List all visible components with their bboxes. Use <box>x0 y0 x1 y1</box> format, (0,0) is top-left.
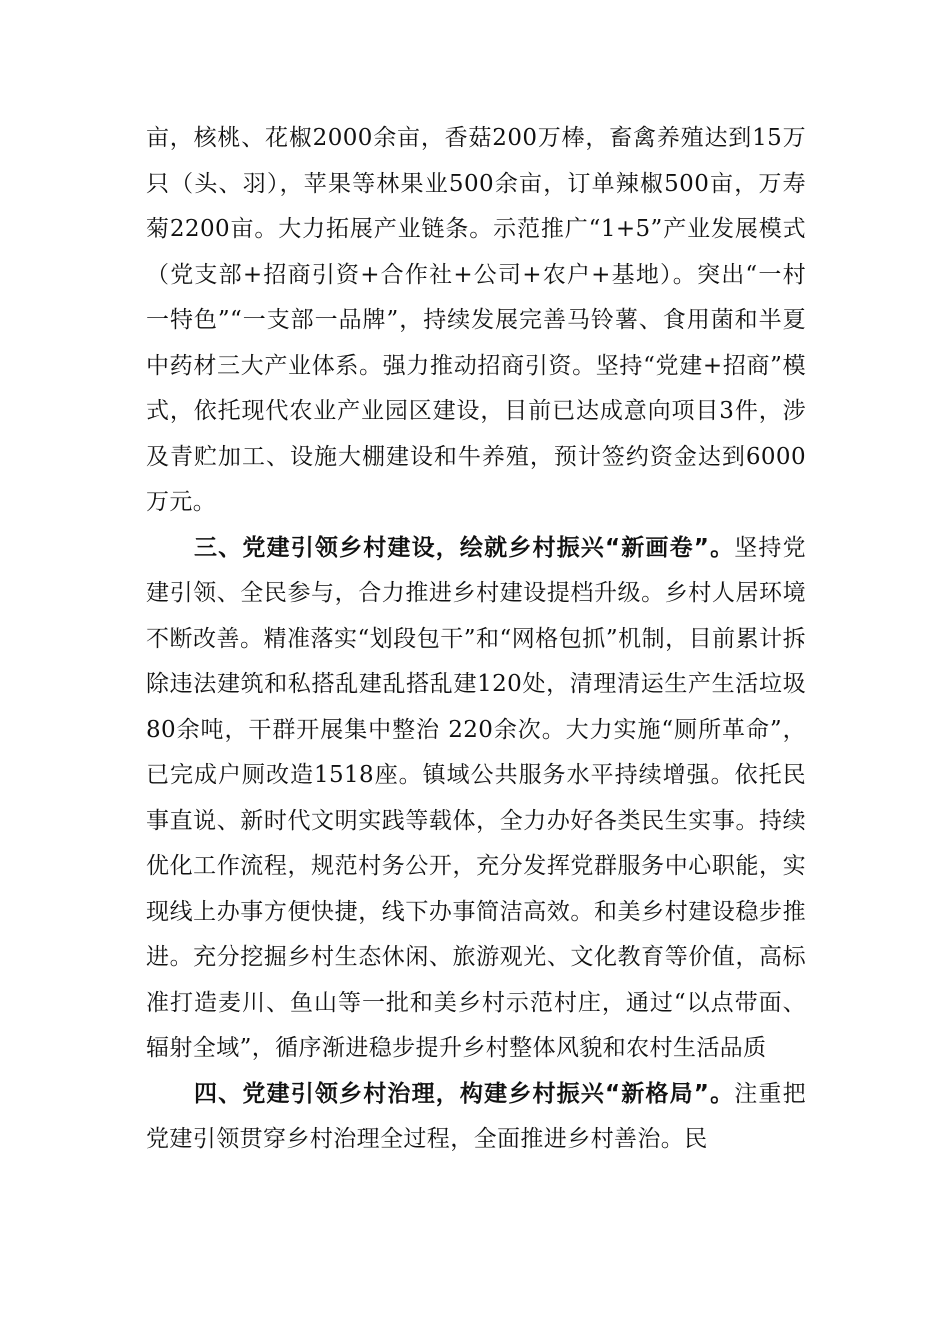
paragraph-rural-construction <box>146 526 806 1072</box>
paragraph-industry <box>146 116 806 526</box>
document-body <box>146 116 806 1163</box>
paragraph-rural-governance <box>146 1072 806 1163</box>
paragraph-text: 注重把党建引领贯穿乡村治理全过程，全面推进乡村善治。民 <box>146 1080 806 1152</box>
section-heading-three: 三、党建引领乡村建设，绘就乡村振兴“新画卷”。 <box>194 534 735 561</box>
paragraph-text: 亩，核桃、花椒2000余亩，香菇200万棒，畜禽养殖达到15万只（头、羽），苹果等林果业500余亩，订单辣椒500亩，万寿菊2200亩。大力拓展产业链条。示范推广“1+5”产业发展模式（党支部+招商引资+合作社+公司+农户+基地）。突出“一村一特色”“一支部一品牌”，持续发展完善马铃薯、食用菌和半夏中药材三大产业体系。强力推动招商引资。坚持“党建+招商”模式，依托现代农业产业园区建设，目前已达成意向项目3件，涉及青贮加工、设施大棚建设和牛养殖，预计签约资金达到6000万元。 <box>146 125 806 515</box>
section-heading-four: 四、党建引领乡村治理，构建乡村振兴“新格局”。 <box>194 1080 735 1107</box>
paragraph-text: 坚持党建引领、全民参与，合力推进乡村建设提档升级。乡村人居环境不断改善。精准落实“划段包干”和“网格包抓”机制，目前累计拆除违法建筑和私搭乱建乱搭乱建120处，清理清运生产生活垃圾80余吨，干群开展集中整治 220余次。大力实施“厕所革命”，已完成户厕改造1518座。镇域公共服务水平持续增强。依托民事直说、新时代文明实践等载体，全力办好各类民生实事。持续优化工作流程，规范村务公开，充分发挥党群服务中心职能，实现线上办事方便快捷，线下办事简洁高效。和美乡村建设稳步推进。充分挖掘乡村生态休闲、旅游观光、文化教育等价值，高标准打造麦川、鱼山等一批和美乡村示范村庄，通过“以点带面、辐射全域”，循序渐进稳步提升乡村整体风貌和农村生活品质 <box>146 534 806 1061</box>
